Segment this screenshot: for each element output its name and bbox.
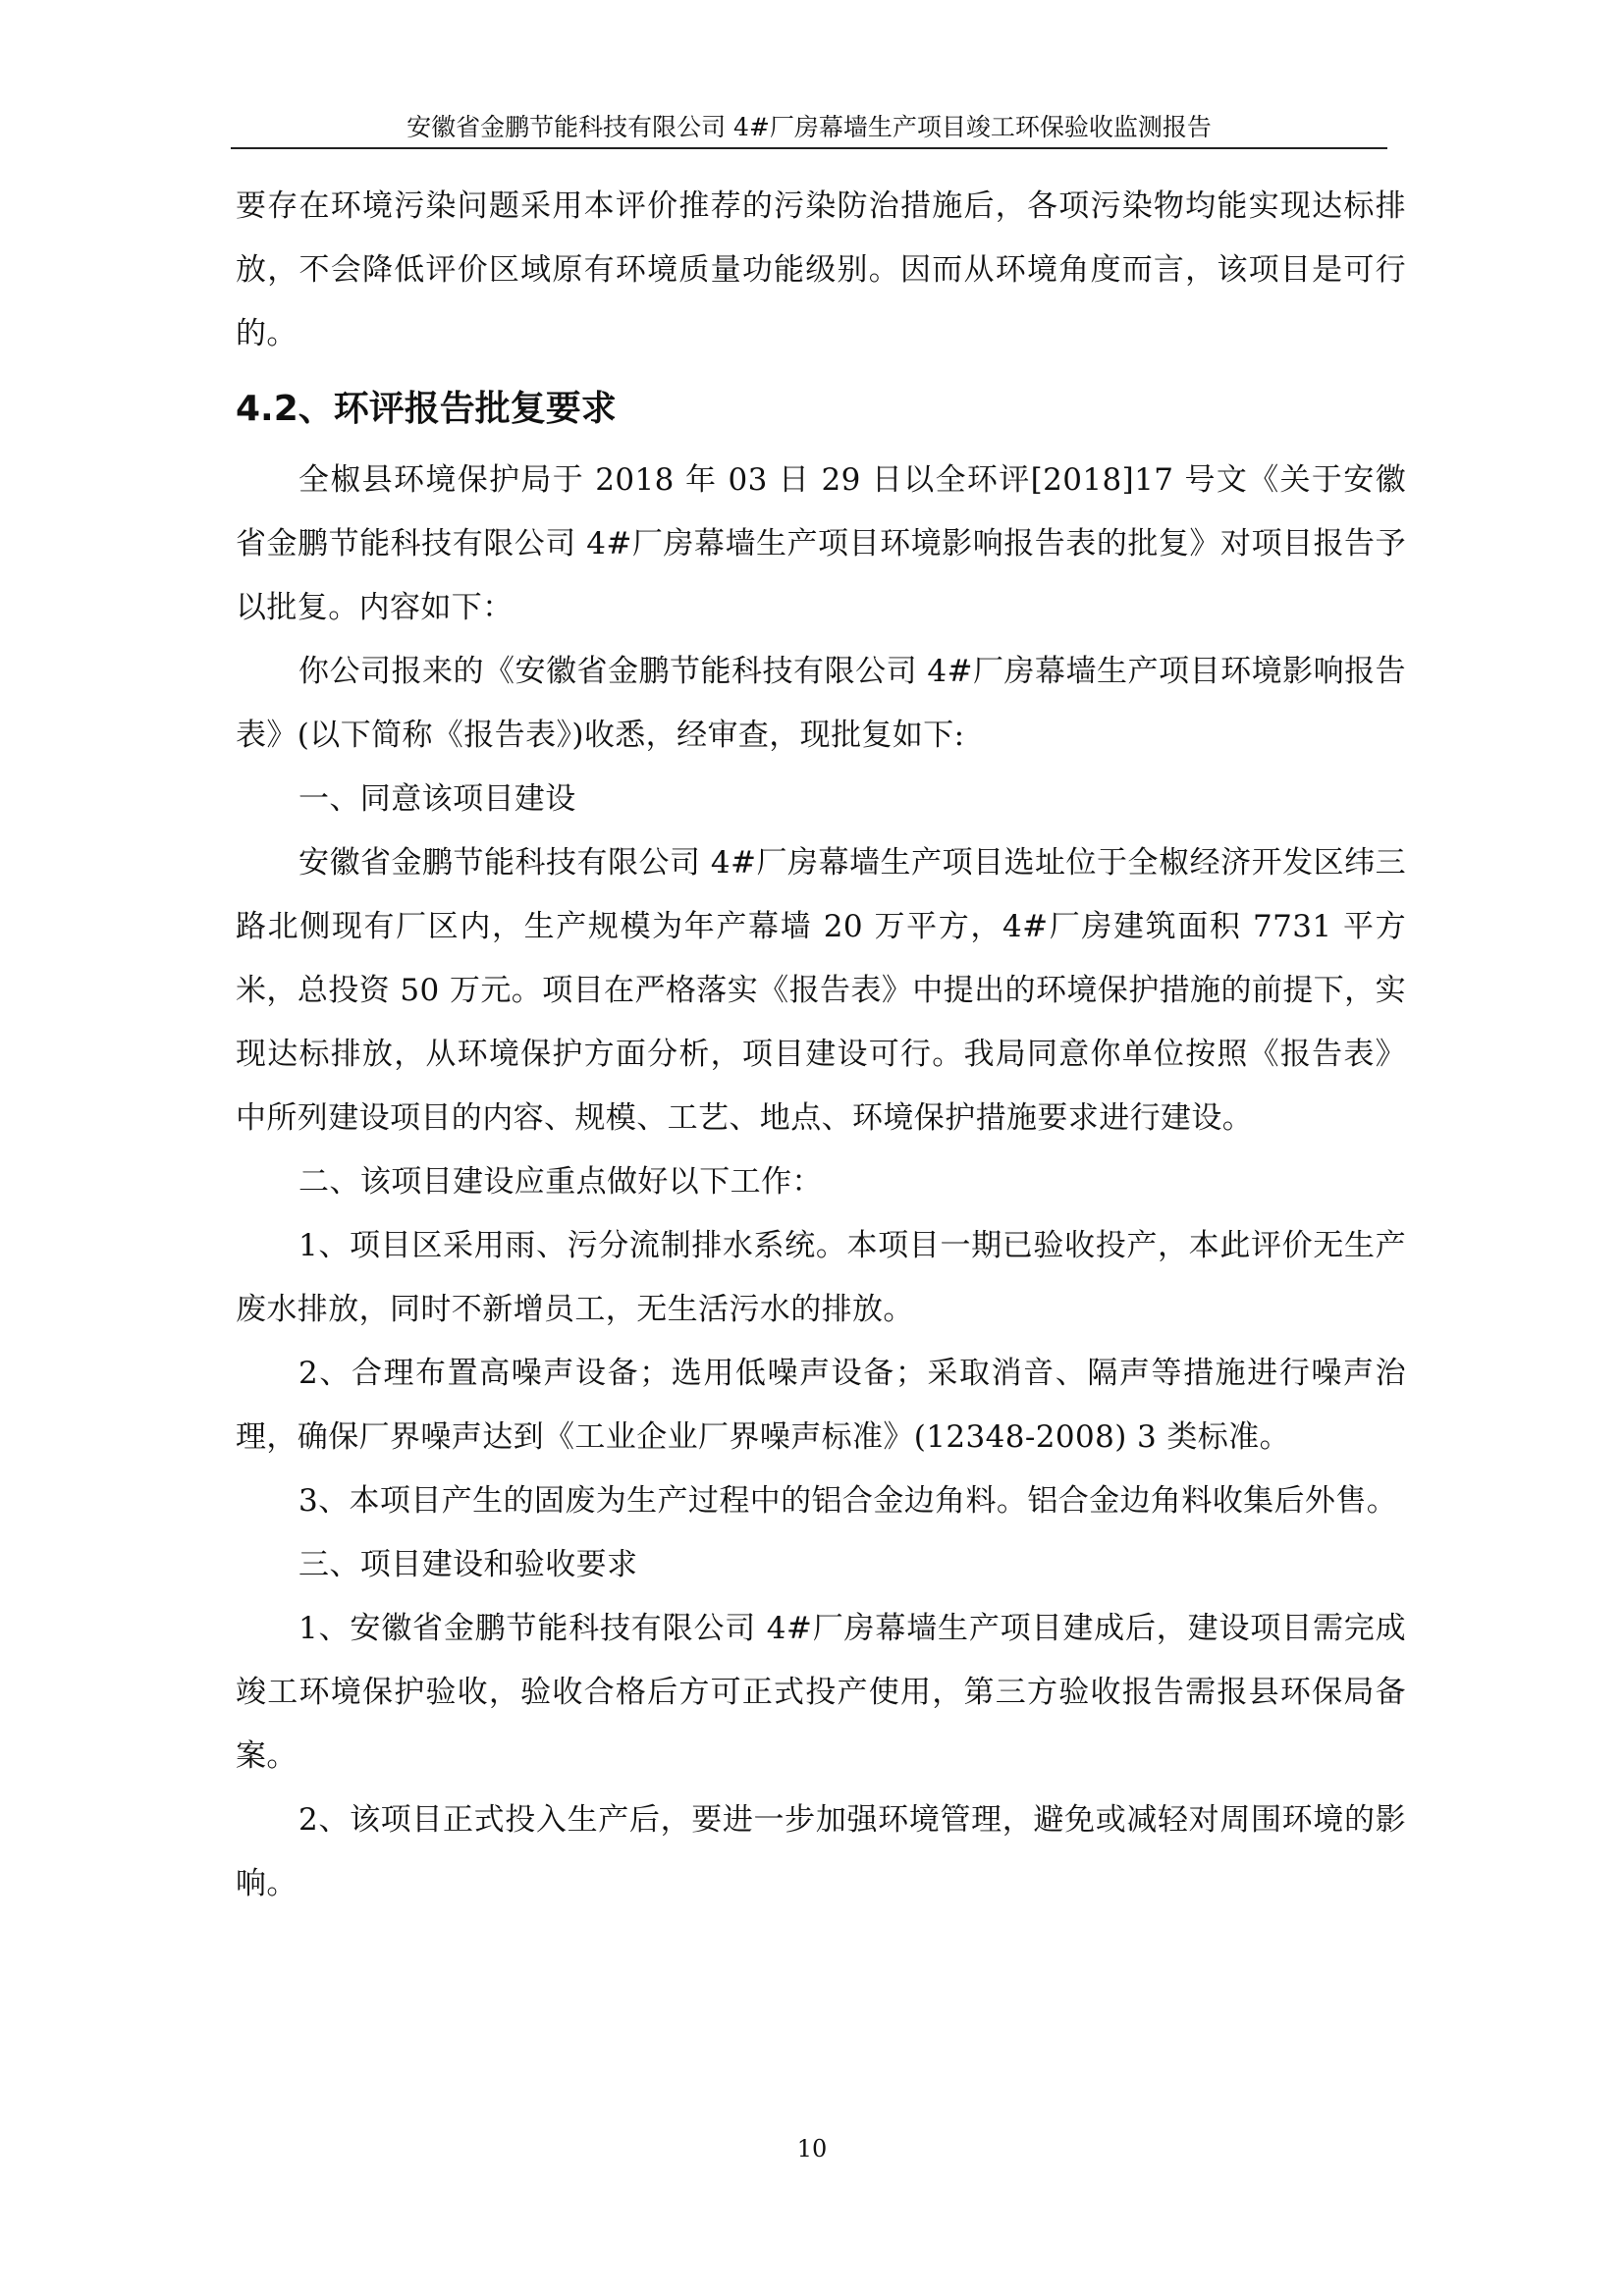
item-three-point-2: 2、该项目正式投入生产后，要进一步加强环境管理，避免或减轻对周围环境的影响。 [236, 1802, 1406, 1901]
section-heading: 4.2、环评报告批复要求 [236, 389, 617, 429]
item-two-point-3: 3、本项目产生的固废为生产过程中的铝合金边角料。铝合金边角料收集后外售。 [298, 1483, 1398, 1519]
approval-paragraph: 全椒县环境保护局于 2018 年 03 日 29 日以全环评[2018]17 号文《关于安徽省金鹏节能科技有限公司 4#厂房幕墙生产项目环境影响报告表的批复》对项目报告予以批复。内容如下： [236, 462, 1406, 625]
header-rule [231, 147, 1387, 149]
item-two-point-2: 2、合理布置高噪声设备；选用低噪声设备；采取消音、隔声等措施进行噪声治理，确保厂界噪声达到《工业企业厂界噪声标准》(12348-2008) 3 类标准。 [236, 1356, 1406, 1455]
intro-paragraph: 要存在环境污染问题采用本评价推荐的污染防治措施后，各项污染物均能实现达标排放，不会降低评价区域原有环境质量功能级别。因而从环境角度而言，该项目是可行的。 [236, 188, 1406, 351]
item-two-title: 二、该项目建设应重点做好以下工作： [298, 1164, 823, 1200]
item-three-title: 三、项目建设和验收要求 [298, 1547, 638, 1582]
item-one-title: 一、同意该项目建设 [298, 781, 576, 817]
item-two-point-1: 1、项目区采用雨、污分流制排水系统。本项目一期已验收投产，本此评价无生产废水排放，同时不新增员工，无生活污水的排放。 [236, 1228, 1406, 1327]
reply-paragraph: 你公司报来的《安徽省金鹏节能科技有限公司 4#厂房幕墙生产项目环境影响报告表》(以下简称《报告表》)收悉，经审查，现批复如下: [236, 654, 1406, 753]
page-number: 10 [796, 2135, 828, 2163]
item-one-paragraph: 安徽省金鹏节能科技有限公司 4#厂房幕墙生产项目选址位于全椒经济开发区纬三路北侧现有厂区内，生产规模为年产幕墙 20 万平方，4#厂房建筑面积 7731 平方米，总投资 50 万元。项目在严格落实《报告表》中提出的环境保护措施的前提下，实现达标排放，从环境保护方面分析，项目建设可行。我局同意你单位按照《报告表》中所列建设项目的内容、规模、工艺、地点、环境保护措施要求进行建设。 [236, 845, 1406, 1136]
item-three-point-1: 1、安徽省金鹏节能科技有限公司 4#厂房幕墙生产项目建成后，建设项目需完成竣工环境保护验收，验收合格后方可正式投产使用，第三方验收报告需报县环保局备案。 [236, 1611, 1406, 1774]
body-text [236, 175, 1406, 1916]
running-header: 安徽省金鹏节能科技有限公司 4#厂房幕墙生产项目竣工环保验收监测报告 [406, 113, 1212, 141]
